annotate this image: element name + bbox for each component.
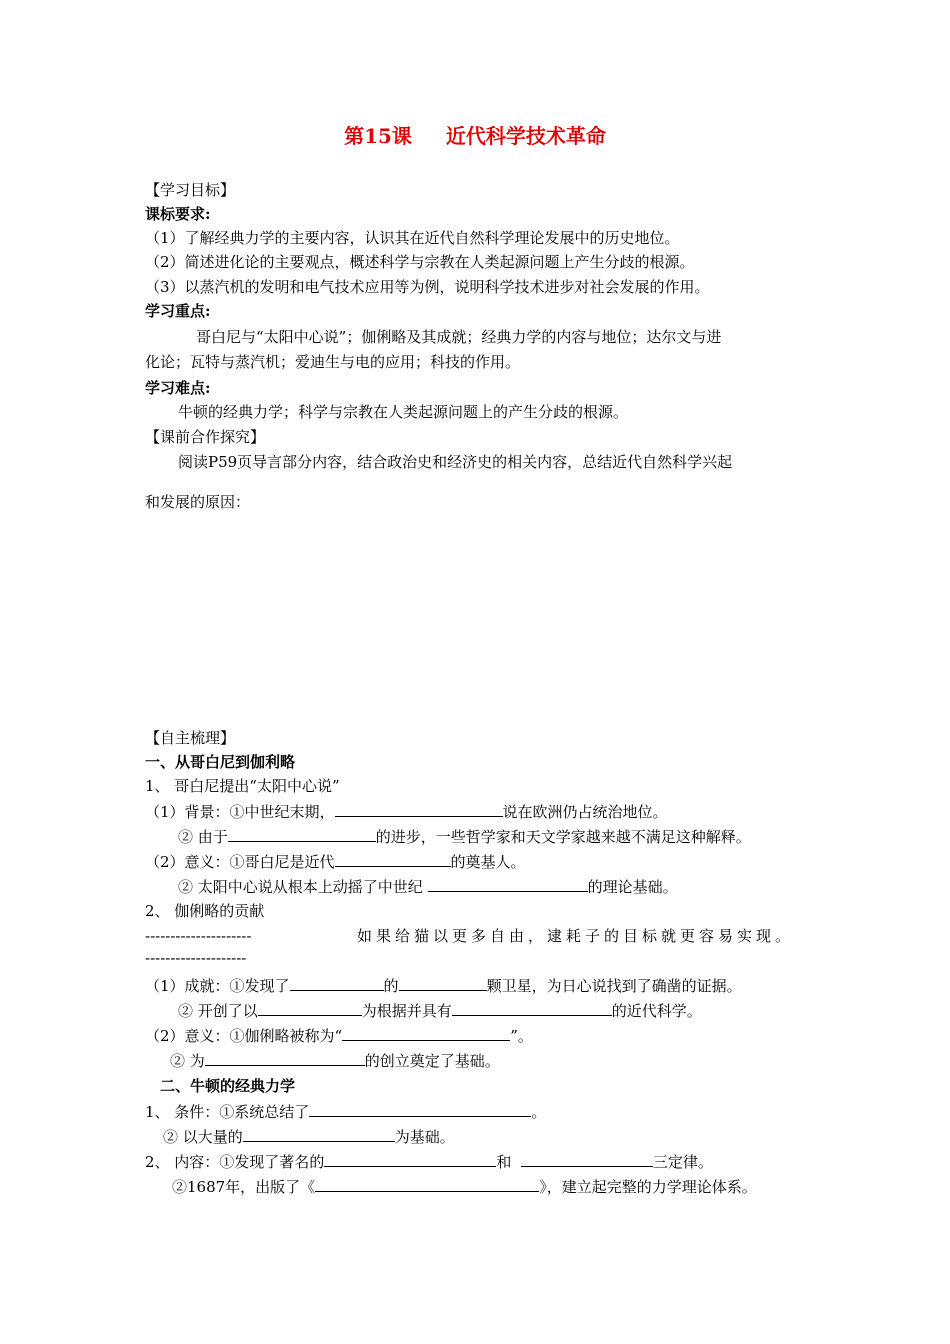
line-text: 的: [383, 977, 399, 995]
line-text: 的进步，一些哲学家和天文学家越来越不满足这种解释。: [375, 828, 751, 846]
fill-blank[interactable]: [452, 1000, 612, 1016]
line-text: 。: [531, 1103, 547, 1121]
lesson-number: 第15课: [344, 124, 412, 148]
page-title: [0, 126, 950, 146]
explore-header: 【课前合作探究】: [145, 428, 266, 446]
fill-line: [172, 1176, 757, 1197]
line-text: 2、 内容：①发现了著名的: [145, 1153, 325, 1171]
line-text: （1）背景：①中世纪末期，: [145, 803, 335, 821]
lesson-name: 近代科学技术革命: [445, 124, 606, 148]
focus-text: 哥白尼与“太阳中心说”；伽俐略及其成就；经典力学的内容与地位；达尔文与进: [196, 328, 722, 346]
fill-blank[interactable]: [315, 1176, 539, 1192]
fill-blank[interactable]: [290, 975, 384, 991]
fill-blank[interactable]: [243, 1126, 395, 1142]
goals-header: 【学习目标】: [145, 181, 236, 199]
fill-line: [178, 1000, 702, 1021]
fill-blank[interactable]: [258, 1000, 362, 1016]
difficulty-label: 学习难点:: [145, 379, 211, 397]
fill-blank[interactable]: [428, 876, 588, 892]
separator-dashes: --------------------: [145, 949, 247, 967]
fill-blank[interactable]: [399, 975, 487, 991]
line-text: ② 以大量的: [163, 1128, 243, 1146]
line-text: 三定律。: [652, 1153, 713, 1171]
fill-line: [145, 1101, 546, 1122]
line-text: （2）意义：①哥白尼是近代: [145, 853, 335, 871]
fill-line: [145, 1025, 533, 1046]
fill-blank[interactable]: [309, 1101, 531, 1117]
fill-blank[interactable]: [324, 1151, 496, 1167]
line-text: 为根据并具有: [361, 1002, 452, 1020]
line-text: 为基础。: [394, 1128, 455, 1146]
fill-line: [178, 826, 751, 847]
line-text: （1）成就：①发现了: [145, 977, 290, 995]
fill-blank[interactable]: [335, 851, 451, 867]
line-text: ②1687年，出版了《: [172, 1178, 316, 1196]
line-text: ② 为: [170, 1052, 205, 1070]
inserted-ad-text: 如果给猫以更多自由，逮耗子的目标就更容易实现。: [357, 927, 795, 945]
focus-label: 学习重点:: [145, 302, 211, 320]
fill-line: [163, 1126, 455, 1147]
standard-item: （3）以蒸汽机的发明和电气技术应用等为例，说明科学技术进步对社会发展的作用。: [145, 278, 710, 296]
line-text: 》，建立起完整的力学理论体系。: [539, 1178, 757, 1196]
line-text: 颗卫星，为日心说找到了确凿的证据。: [486, 977, 742, 995]
subsection-heading: 2、 伽俐略的贡献: [145, 902, 265, 920]
line-text: 的理论基础。: [587, 878, 678, 896]
fill-blank[interactable]: [342, 1025, 510, 1041]
line-text: 说在欧洲仍占统治地位。: [502, 803, 668, 821]
standard-label: 课标要求:: [145, 205, 211, 223]
line-text: 的创立奠定了基础。: [364, 1052, 500, 1070]
line-text: （2）意义：①伽俐略被称为“: [145, 1027, 343, 1045]
explore-text: 和发展的原因：: [145, 493, 251, 511]
subsection-heading: 1、 哥白尼提出“太阳中心说”: [145, 777, 340, 795]
fill-line: [145, 975, 742, 996]
fill-line: [145, 851, 526, 872]
fill-blank[interactable]: [228, 826, 376, 842]
fill-line: [170, 1050, 500, 1071]
difficulty-text: 牛顿的经典力学；科学与宗教在人类起源问题上的产生分歧的根源。: [178, 403, 629, 421]
self-header: 【自主梳理】: [145, 729, 236, 747]
line-text: 和: [496, 1153, 512, 1171]
fill-blank[interactable]: [521, 1151, 653, 1167]
focus-text: 化论；瓦特与蒸汽机；爱迪生与电的应用；科技的作用。: [145, 353, 521, 371]
fill-blank[interactable]: [335, 801, 503, 817]
section-heading: 二、牛顿的经典力学: [160, 1077, 296, 1095]
fill-line: [178, 876, 678, 897]
line-text: ② 太阳中心说从根本上动摇了中世纪: [178, 878, 423, 896]
line-text: ② 开创了以: [178, 1002, 258, 1020]
standard-item: （2）简述进化论的主要观点，概述科学与宗教在人类起源问题上产生分歧的根源。: [145, 253, 695, 271]
line-text: 1、 条件：①系统总结了: [145, 1103, 310, 1121]
line-text: 的近代科学。: [611, 1002, 702, 1020]
line-text: ② 由于: [178, 828, 228, 846]
line-text: ”。: [510, 1027, 533, 1045]
section-heading: 一、从哥白尼到伽利略: [145, 753, 296, 771]
line-text: 的奠基人。: [450, 853, 526, 871]
fill-blank[interactable]: [205, 1050, 365, 1066]
standard-item: （1）了解经典力学的主要内容，认识其在近代自然科学理论发展中的历史地位。: [145, 229, 680, 247]
explore-text: 阅读P59页导言部分内容，结合政治史和经济史的相关内容，总结近代自然科学兴起: [178, 453, 733, 471]
fill-line: [145, 801, 668, 822]
separator-dashes: ---------------------: [145, 927, 252, 945]
fill-line: [145, 1151, 713, 1172]
